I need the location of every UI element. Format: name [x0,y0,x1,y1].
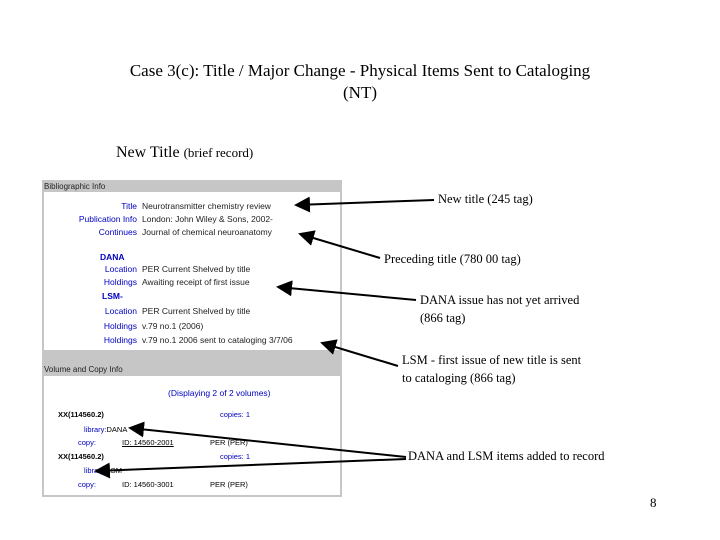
callout-dana-issue-line1: DANA issue has not yet arrived [420,293,580,307]
item2-volume: XX(114560.2) [58,452,104,461]
displaying-volumes: (Displaying 2 of 2 volumes) [168,388,271,398]
item1-copy-label: copy: [78,438,96,447]
arrow-dana-issue [278,287,416,300]
title-value: Neurotransmitter chemistry review [142,201,271,211]
lsm-library-label: LSM- [102,291,123,301]
callout-items-added-text: DANA and LSM items added to record [408,449,605,463]
subheading-main: New Title [116,144,180,161]
continues-link[interactable]: Journal of chemical neuroanatomy [142,227,272,237]
dana-library-label: DANA [100,252,125,262]
arrow-preceding-title [300,234,380,258]
title-label: Title [121,201,137,211]
item1-type: PER (PER) [210,438,248,447]
item1-id[interactable]: ID: 14560-2001 [122,438,174,447]
callout-lsm-issue [402,351,581,387]
item1-library-label: library: [84,425,107,434]
lsm-holdings-value: v.79 no.1 (2006) [142,321,204,331]
callout-dana-issue-line2: (866 tag) [420,311,466,325]
bib-panel-header: Bibliographic Info [44,182,106,191]
dana-holdings-label: Holdings [103,277,137,287]
arrow-lsm-item [96,459,406,471]
callout-dana-issue [420,291,579,327]
publication-info-label: Publication Info [78,214,137,224]
slide-title-line2: (NT) [343,83,377,102]
dana-location-value: PER Current Shelved by title [142,264,251,274]
item2-type: PER (PER) [210,480,248,489]
callout-items-added [408,447,605,465]
lsm-location-value: PER Current Shelved by title [142,306,251,316]
arrow-new-title [296,200,434,205]
item2-library-label: library: [84,466,107,475]
dana-holdings-value: Awaiting receipt of first issue [142,277,250,287]
callout-new-title-text: New title (245 tag) [438,192,533,206]
slide-title-line1: Case 3(c): Title / Major Change - Physical Items Sent to Cataloging [129,61,591,80]
continues-label: Continues [98,227,137,237]
publication-info-value: London: John Wiley & Sons, 2002- [142,214,273,224]
item1-volume: XX(114560.2) [58,410,104,419]
item2-copies: copies: 1 [220,452,251,461]
lsm-holdings2-value: v.79 no.1 2006 sent to cataloging 3/7/06 [142,335,293,345]
lsm-holdings2-label: Holdings [103,335,137,345]
volume-panel-header: Volume and Copy Info [44,365,123,374]
item2-id[interactable]: ID: 14560-3001 [122,480,174,489]
page-number: 8 [650,495,657,510]
item2-copy-label: copy: [78,480,96,489]
lsm-holdings-label: Holdings [103,321,137,331]
dana-location-label: Location [104,264,137,274]
lsm-location-label: Location [104,306,137,316]
item1-library: DANA [106,425,128,434]
callout-preceding-title-text: Preceding title (780 00 tag) [384,252,521,266]
callout-preceding-title [384,250,521,268]
arrow-dana-item [130,428,406,457]
subheading-small: (brief record) [183,145,254,160]
callout-new-title [438,190,533,208]
callout-lsm-issue-line2: to cataloging (866 tag) [402,371,516,385]
callout-lsm-issue-line1: LSM - first issue of new title is sent [402,353,582,367]
arrow-lsm-issue [322,343,398,366]
item1-copies: copies: 1 [220,410,251,419]
